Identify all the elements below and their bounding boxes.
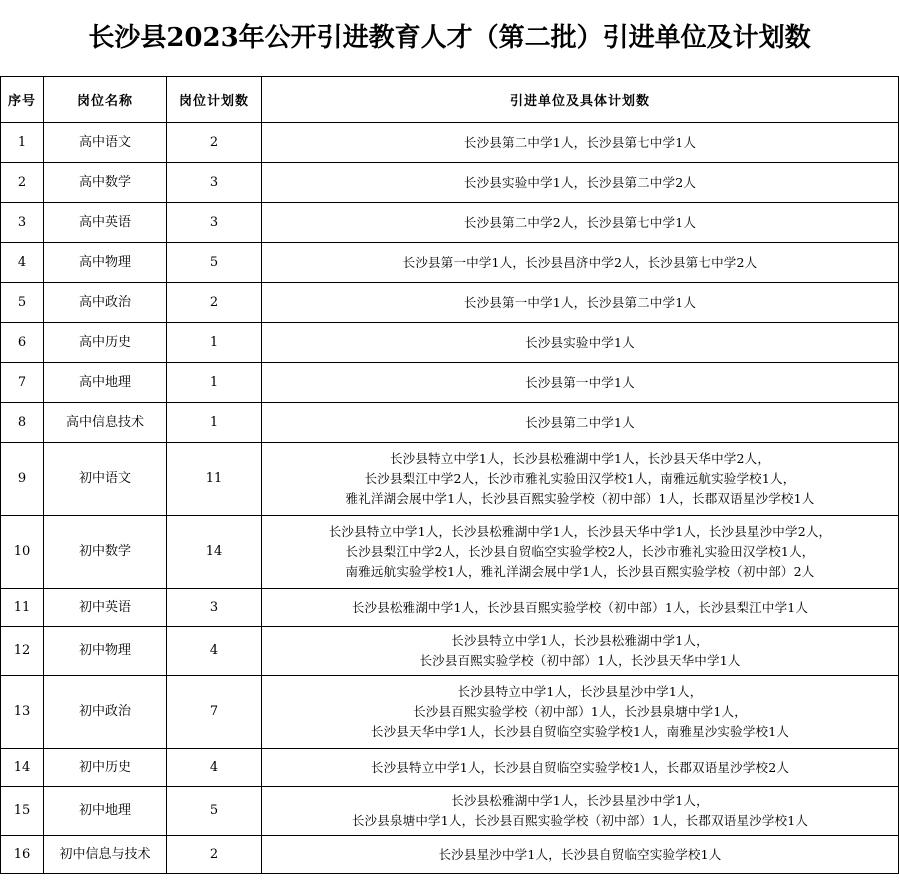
row-no: 15 xyxy=(1,787,44,836)
row-no: 13 xyxy=(1,676,44,749)
units-line: 长沙县特立中学1人，长沙县松雅湖中学1人，长沙县天华中学1人，长沙县星沙中学2人， xyxy=(328,524,832,539)
row-post: 高中语文 xyxy=(44,123,167,163)
row-count: 4 xyxy=(167,749,262,787)
table-row xyxy=(1,589,899,627)
row-post: 初中地理 xyxy=(44,787,167,836)
units-line: 长沙县松雅湖中学1人，长沙县百熙实验学校（初中部）1人，长沙县梨江中学1人 xyxy=(351,599,809,615)
units-line: 长沙县第一中学1人，长沙县昌济中学2人，长沙县第七中学2人 xyxy=(402,254,758,270)
table-row xyxy=(1,676,899,749)
row-count: 7 xyxy=(167,676,262,749)
units-line: 雅礼洋湖会展中学1人，长沙县百熙实验学校（初中部）1人，长郡双语星沙学校1人 xyxy=(345,491,815,506)
table-row xyxy=(1,243,899,283)
units-line: 长沙县松雅湖中学1人，长沙县星沙中学1人， xyxy=(451,793,709,808)
units-line: 长沙县特立中学1人，长沙县松雅湖中学1人，长沙县天华中学2人， xyxy=(389,451,771,466)
row-no: 5 xyxy=(1,283,44,323)
units-line: 长沙县第二中学1人 xyxy=(525,414,635,430)
row-no: 2 xyxy=(1,163,44,203)
row-count: 4 xyxy=(167,627,262,676)
row-post: 初中数学 xyxy=(44,516,167,589)
row-no: 3 xyxy=(1,203,44,243)
table-row xyxy=(1,443,899,516)
units-line: 长沙县第一中学1人 xyxy=(525,374,635,390)
table-row xyxy=(1,123,899,163)
units-line: 长沙县第二中学1人，长沙县第七中学1人 xyxy=(463,134,697,150)
table-row xyxy=(1,787,899,836)
row-units xyxy=(262,283,899,323)
units-line: 长沙县百熙实验学校（初中部）1人，长沙县泉塘中学1人， xyxy=(413,704,747,719)
row-units xyxy=(262,163,899,203)
row-no: 14 xyxy=(1,749,44,787)
column-header-no: 序号 xyxy=(1,77,44,123)
units-line: 长沙县特立中学1人，长沙县松雅湖中学1人， xyxy=(451,633,709,648)
units-line: 长沙县星沙中学1人，长沙县自贸临空实验学校1人 xyxy=(438,846,722,862)
row-count: 3 xyxy=(167,203,262,243)
row-units xyxy=(262,403,899,443)
units-line: 长沙县梨江中学2人，长沙县自贸临空实验学校2人，长沙市雅礼实验田汉学校1人， xyxy=(345,544,815,559)
row-no: 16 xyxy=(1,836,44,874)
row-units xyxy=(262,627,899,676)
row-count: 3 xyxy=(167,163,262,203)
header-row xyxy=(1,77,899,123)
table-row xyxy=(1,749,899,787)
table-row xyxy=(1,323,899,363)
row-post: 初中语文 xyxy=(44,443,167,516)
row-count: 2 xyxy=(167,283,262,323)
row-post: 高中地理 xyxy=(44,363,167,403)
row-post: 高中数学 xyxy=(44,163,167,203)
table-row xyxy=(1,403,899,443)
row-units xyxy=(262,516,899,589)
row-units xyxy=(262,749,899,787)
column-header-count: 岗位计划数 xyxy=(167,77,262,123)
row-post: 初中英语 xyxy=(44,589,167,627)
row-post: 高中英语 xyxy=(44,203,167,243)
row-no: 12 xyxy=(1,627,44,676)
row-count: 2 xyxy=(167,836,262,874)
row-units xyxy=(262,243,899,283)
row-units xyxy=(262,123,899,163)
row-units xyxy=(262,443,899,516)
table-body xyxy=(1,123,899,874)
row-count: 5 xyxy=(167,787,262,836)
units-line: 南雅远航实验学校1人，雅礼洋湖会展中学1人，长沙县百熙实验学校（初中部）2人 xyxy=(345,564,815,579)
units-line: 长沙县特立中学1人，长沙县自贸临空实验学校1人，长郡双语星沙学校2人 xyxy=(370,759,790,775)
row-units xyxy=(262,363,899,403)
row-count: 14 xyxy=(167,516,262,589)
row-no: 8 xyxy=(1,403,44,443)
units-line: 长沙县天华中学1人，长沙县自贸临空实验学校1人，南雅星沙实验学校1人 xyxy=(370,724,790,739)
row-post: 初中政治 xyxy=(44,676,167,749)
units-line: 长沙县泉塘中学1人，长沙县百熙实验学校（初中部）1人，长郡双语星沙学校1人 xyxy=(351,813,809,828)
table-row xyxy=(1,283,899,323)
units-line: 长沙县实验中学1人 xyxy=(525,334,635,350)
row-no: 7 xyxy=(1,363,44,403)
row-count: 2 xyxy=(167,123,262,163)
row-count: 1 xyxy=(167,363,262,403)
row-units xyxy=(262,589,899,627)
units-line: 长沙县梨江中学2人，长沙市雅礼实验田汉学校1人，南雅远航实验学校1人， xyxy=(364,471,796,486)
table-row xyxy=(1,363,899,403)
row-no: 10 xyxy=(1,516,44,589)
row-count: 3 xyxy=(167,589,262,627)
units-line: 长沙县特立中学1人，长沙县星沙中学1人， xyxy=(457,684,703,699)
row-count: 1 xyxy=(167,323,262,363)
units-line: 长沙县百熙实验学校（初中部）1人，长沙县天华中学1人 xyxy=(419,653,741,668)
row-units xyxy=(262,836,899,874)
row-count: 5 xyxy=(167,243,262,283)
row-post: 初中历史 xyxy=(44,749,167,787)
row-post: 高中历史 xyxy=(44,323,167,363)
units-line: 长沙县实验中学1人，长沙县第二中学2人 xyxy=(463,174,697,190)
row-units xyxy=(262,787,899,836)
document-title: 长沙县2023年公开引进教育人才（第二批）引进单位及计划数 xyxy=(88,23,811,53)
row-units xyxy=(262,676,899,749)
row-post: 初中信息与技术 xyxy=(44,836,167,874)
column-header-units: 引进单位及具体计划数 xyxy=(262,77,899,123)
column-header-post: 岗位名称 xyxy=(44,77,167,123)
row-units xyxy=(262,323,899,363)
row-units xyxy=(262,203,899,243)
units-line: 长沙县第一中学1人，长沙县第二中学1人 xyxy=(463,294,697,310)
row-count: 11 xyxy=(167,443,262,516)
row-no: 11 xyxy=(1,589,44,627)
table-row xyxy=(1,516,899,589)
row-no: 4 xyxy=(1,243,44,283)
row-post: 初中物理 xyxy=(44,627,167,676)
table-row xyxy=(1,163,899,203)
row-no: 1 xyxy=(1,123,44,163)
row-count: 1 xyxy=(167,403,262,443)
row-no: 9 xyxy=(1,443,44,516)
row-post: 高中信息技术 xyxy=(44,403,167,443)
row-post: 高中政治 xyxy=(44,283,167,323)
recruitment-table xyxy=(0,76,899,874)
table-row xyxy=(1,836,899,874)
units-line: 长沙县第二中学2人，长沙县第七中学1人 xyxy=(463,214,697,230)
row-no: 6 xyxy=(1,323,44,363)
table-row xyxy=(1,627,899,676)
row-post: 高中物理 xyxy=(44,243,167,283)
table-row xyxy=(1,203,899,243)
